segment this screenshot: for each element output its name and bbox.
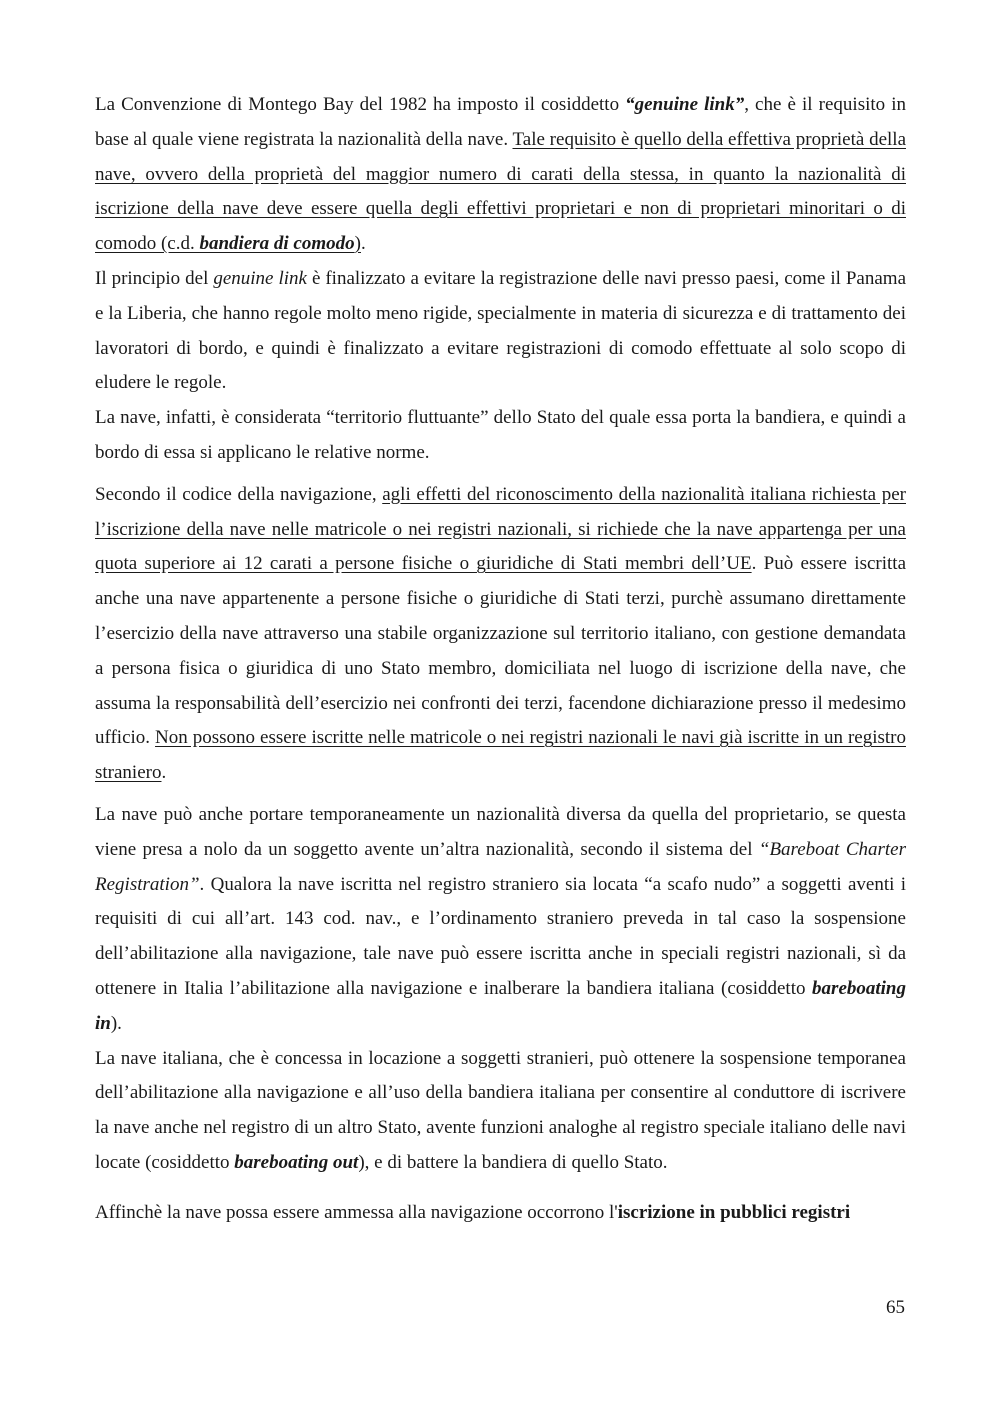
paragraph-bareboat-in bbox=[95, 798, 906, 1042]
text-run: iscrizione in pubblici registri bbox=[617, 1201, 851, 1223]
text-run: genuine link bbox=[213, 267, 307, 289]
text-run: Tale requisito è quello della effettiva proprietà della nave, ovvero della proprietà del maggior numero di carati della stessa, in quanto la nazionalità di iscrizione della nave deve essere quella degli effettivi proprietari e non di proprietari minoritari o di comodo (c.d. bbox=[95, 128, 906, 255]
text-run: Secondo il codice della navigazione, bbox=[95, 483, 383, 505]
text-run: Il principio del bbox=[95, 267, 214, 289]
text-run: bareboating out bbox=[234, 1151, 359, 1173]
page-number: 65 bbox=[886, 1297, 905, 1318]
text-run: La Convenzione di Montego Bay del 1982 ha imposto il cosiddetto bbox=[95, 94, 626, 115]
text-run: ) bbox=[354, 233, 361, 255]
text-run: bareboating in bbox=[95, 977, 906, 1034]
paragraph-bareboat-out bbox=[95, 1042, 906, 1181]
text-run: bandiera di comodo bbox=[199, 233, 355, 255]
text-run: “genuine link” bbox=[625, 94, 745, 115]
text-run: La nave può anche portare temporaneamente un nazionalità diversa da quella del proprietario, se questa viene presa a nolo da un soggetto avente un’altra nazionalità, secondo il sistema del bbox=[95, 803, 906, 860]
text-run: , che è il requisito in base al quale viene registrata la nazionalità della nave. bbox=[95, 94, 906, 150]
text-run: . Qualora la nave iscritta nel registro straniero sia locata “a scafo nudo” a soggetti aventi i requisiti di cui all’art. 143 cod. nav., e l’ordinamento straniero preveda in tal caso la sospensione dell’abilitazione alla navigazione, tale nave può essere iscritta anche in speciali registri nazionali, sì da ottenere in Italia l’abilitazione alla navigazione e inalberare la bandiera italiana (cosiddetto bbox=[95, 873, 906, 999]
paragraph-floating-territory bbox=[95, 401, 906, 471]
text-run: Non possono essere iscritte nelle matricole o nei registri nazionali le navi già iscritte in un registro straniero bbox=[95, 727, 906, 784]
paragraph-genuine-link bbox=[95, 88, 906, 262]
text-run: ), e di battere la bandiera di quello Stato. bbox=[358, 1151, 668, 1173]
text-run: . Può essere iscritta anche una nave appartenente a persone fisiche o giuridiche di Stati terzi, purchè assumano direttamente l’esercizio della nave attraverso una stabile organizzazione sul territorio italiano, con gestione demandata a persona fisica o giuridica di uno Stato membro, domiciliata nel luogo di iscrizione della nave, che assuma la responsabilità dell’esercizio nei confronti dei terzi, facendone dichiarazione presso il medesimo ufficio. bbox=[95, 553, 907, 749]
text-run: agli effetti del riconoscimento della nazionalità italiana richiesta per l’iscrizione della nave nelle matricole o nei registri nazionali, si richiede che la nave appartenga per una quota superiore ai 12 carati a persone fisiche o giuridiche di Stati membri dell’UE bbox=[95, 483, 906, 575]
paragraph-genuine-link-principle bbox=[95, 262, 906, 401]
paragraph-admission-navigation bbox=[95, 1196, 906, 1231]
paragraph-navigation-code bbox=[95, 478, 906, 791]
text-run: ). bbox=[110, 1012, 122, 1034]
text-run: “Bareboat Charter Registration” bbox=[95, 838, 907, 895]
text-run: . bbox=[161, 762, 167, 784]
text-run: . bbox=[360, 233, 366, 255]
body-text bbox=[95, 88, 906, 1231]
text-run: La nave, infatti, è considerata “territorio fluttuante” dello Stato del quale essa porta la bandiera, e quindi a bordo di essa si applicano le relative norme. bbox=[95, 407, 906, 463]
text-run: La nave italiana, che è concessa in locazione a soggetti stranieri, può ottenere la sospensione temporanea dell’abilitazione alla navigazione e all’uso della bandiera italiana per consentire al conduttore di iscrivere la nave anche nel registro di un altro Stato, avente funzioni analoghe al registro speciale italiano delle navi locate (cosiddetto bbox=[95, 1047, 906, 1173]
text-run: è finalizzato a evitare la registrazione delle navi presso paesi, come il Panama e la Liberia, che hanno regole molto meno rigide, specialmente in materia di sicurezza e di trattamento dei lavoratori di bordo, e quindi è finalizzato a evitare registrazioni di comodo effettuate al solo scopo di eludere le regole. bbox=[95, 267, 907, 394]
text-run: Affinchè la nave possa essere ammessa alla navigazione occorrono l' bbox=[95, 1201, 618, 1223]
